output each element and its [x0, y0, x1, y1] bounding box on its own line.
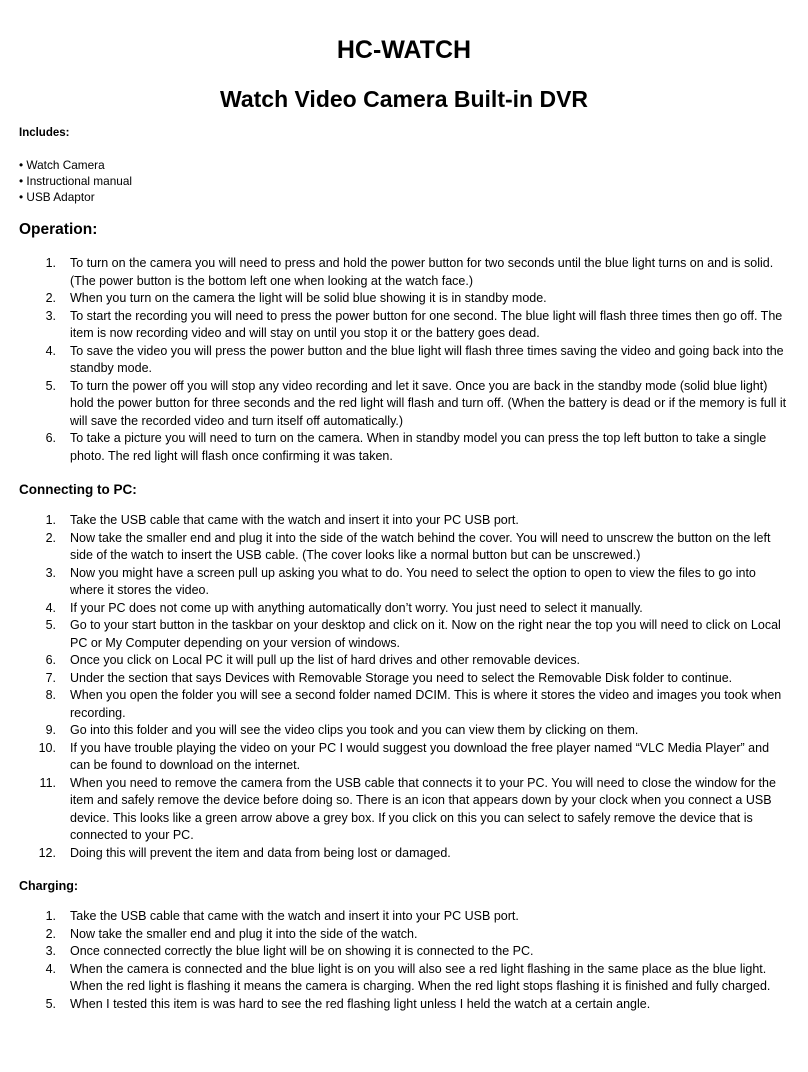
list-text: When you open the folder you will see a second folder named DCIM. This is where it stores the video and images you took when recording.: [70, 688, 782, 720]
list-number: 1.: [45, 256, 56, 270]
list-number: 4.: [45, 343, 56, 358]
includes-item: • Watch Camera: [19, 157, 132, 173]
list-text: To save the video you will press the power button and the blue light will flash three times saving the video and going back into the standby mode.: [70, 343, 784, 375]
list-number: 3.: [45, 565, 56, 580]
list-number: 4.: [45, 961, 56, 976]
list-item: [28, 722, 792, 740]
list-item: [28, 600, 792, 618]
list-text: Once you click on Local PC it will pull up the list of hard drives and other removable devices.: [70, 653, 580, 667]
list-number: 9.: [45, 723, 56, 737]
includes-item: • Instructional manual: [19, 173, 132, 189]
list-number: 8.: [45, 688, 56, 702]
list-text: If you have trouble playing the video on your PC I would suggest you download the free player named “VLC Media Player” and can be found to download on the internet.: [70, 740, 770, 772]
list-number: 5.: [45, 996, 56, 1011]
list-text: Now you might have a screen pull up asking you what to do. You need to select the option to open to view the files to go into where it stores the video.: [70, 565, 756, 597]
list-number: 6.: [45, 431, 56, 445]
list-text: To start the recording you will need to press the power button for one second. The blue light will flash three times then go off. The item is now recording video and will stay on until you stop it or the battery goes dead.: [70, 308, 783, 340]
list-item: [28, 617, 792, 652]
list-number: 5.: [45, 618, 56, 632]
list-number: 2.: [45, 291, 56, 305]
document-title: HC-WATCH: [336, 36, 472, 64]
includes-item: • USB Adaptor: [19, 189, 132, 205]
list-number: 7.: [45, 670, 56, 685]
list-item: [28, 908, 792, 926]
list-text: Doing this will prevent the item and data from being lost or damaged.: [70, 845, 451, 860]
list-number: 1.: [45, 513, 56, 527]
list-number: 2.: [45, 530, 56, 545]
list-item: [28, 926, 792, 944]
operation-heading: Operation:: [19, 221, 98, 238]
list-text: When I tested this item is was hard to see the red flashing light unless I held the watch at a certain angle.: [70, 996, 651, 1011]
list-text: To turn the power off you will stop any video recording and let it save. Once you are back in the standby mode (solid blue light) hold the power button for three seconds and the red light will flash and turn off. (When the battery is dead or if the memory is full it will save the recorded video and turn itself off automatically.): [70, 378, 787, 428]
list-text: Now take the smaller end and plug it into the side of the watch.: [70, 926, 418, 941]
list-text: When you turn on the camera the light will be solid blue showing it is in standby mode.: [70, 291, 547, 305]
operation-list: [28, 255, 792, 465]
list-text: When you need to remove the camera from the USB cable that connects it to your PC. You will need to close the window for the item and safely remove the device before doing so. There is an icon that appears down by your clock when you connect a USB device. This looks like a green arrow above a grey box. If you click on this you can select to safely remove the device that is connected to your PC.: [70, 775, 776, 842]
list-item: [28, 996, 792, 1014]
list-number: 1.: [45, 909, 56, 923]
list-text: When the camera is connected and the blue light is on you will also see a red light flashing in the same place as the blue light. When the red light is flashing it means the camera is charging. When the red light stops flashing it is finished and fully charged.: [70, 961, 771, 993]
list-item: [28, 961, 792, 996]
list-text: To turn on the camera you will need to press and hold the power button for two seconds until the blue light turns on and is solid. (The power button is the bottom left one when looking at the watch face.): [70, 256, 774, 288]
list-item: [28, 775, 792, 845]
list-item: [28, 290, 792, 308]
list-text: Under the section that says Devices with Removable Storage you need to select the Removable Disk folder to continue.: [70, 670, 733, 685]
list-number: 4.: [45, 600, 56, 615]
list-number: 6.: [45, 653, 56, 667]
list-item: [28, 943, 792, 961]
list-item: [28, 845, 792, 863]
list-number: 3.: [45, 308, 56, 323]
list-text: If your PC does not come up with anything automatically don’t worry. You just need to select it manually.: [70, 600, 643, 615]
list-text: Now take the smaller end and plug it into the side of the watch behind the cover. You will need to unscrew the button on the left side of the watch to insert the USB cable. (The cover looks like a normal button but can be unscrewed.): [70, 530, 771, 562]
list-number: 3.: [45, 944, 56, 958]
list-item: [28, 687, 792, 722]
list-number: 2.: [45, 926, 56, 941]
list-number: 12.: [38, 845, 56, 860]
list-text: Once connected correctly the blue light will be on showing it is connected to the PC.: [70, 944, 534, 958]
list-text: Go into this folder and you will see the video clips you took and you can view them by clicking on them.: [70, 723, 639, 737]
list-item: [28, 652, 792, 670]
list-number: 11.: [39, 775, 56, 790]
list-item: [28, 430, 792, 465]
charging-list: [28, 908, 792, 1013]
list-item: [28, 740, 792, 775]
list-item: [28, 308, 792, 343]
list-item: [28, 255, 792, 290]
list-number: 5.: [45, 378, 56, 393]
document-subtitle: Watch Video Camera Built-in DVR: [219, 86, 589, 112]
list-item: [28, 343, 792, 378]
includes-label: Includes:: [19, 127, 70, 139]
list-text: Take the USB cable that came with the watch and insert it into your PC USB port.: [70, 909, 519, 923]
list-text: Go to your start button in the taskbar on your desktop and click on it. Now on the right near the top you will need to click on Local PC or My Computer depending on your version of windows.: [70, 618, 781, 650]
list-text: To take a picture you will need to turn on the camera. When in standby model you can press the top left button to take a single photo. The red light will flash once confirming it was taken.: [70, 431, 767, 463]
list-item: [28, 530, 792, 565]
connecting-list: [28, 512, 792, 862]
includes-list: [19, 157, 132, 205]
list-item: [28, 565, 792, 600]
list-text: Take the USB cable that came with the watch and insert it into your PC USB port.: [70, 513, 519, 527]
charging-heading: Charging:: [19, 879, 79, 893]
connecting-heading: Connecting to PC:: [19, 482, 137, 497]
list-item: [28, 512, 792, 530]
list-number: 10.: [38, 740, 56, 755]
list-item: [28, 378, 792, 431]
list-item: [28, 670, 792, 688]
